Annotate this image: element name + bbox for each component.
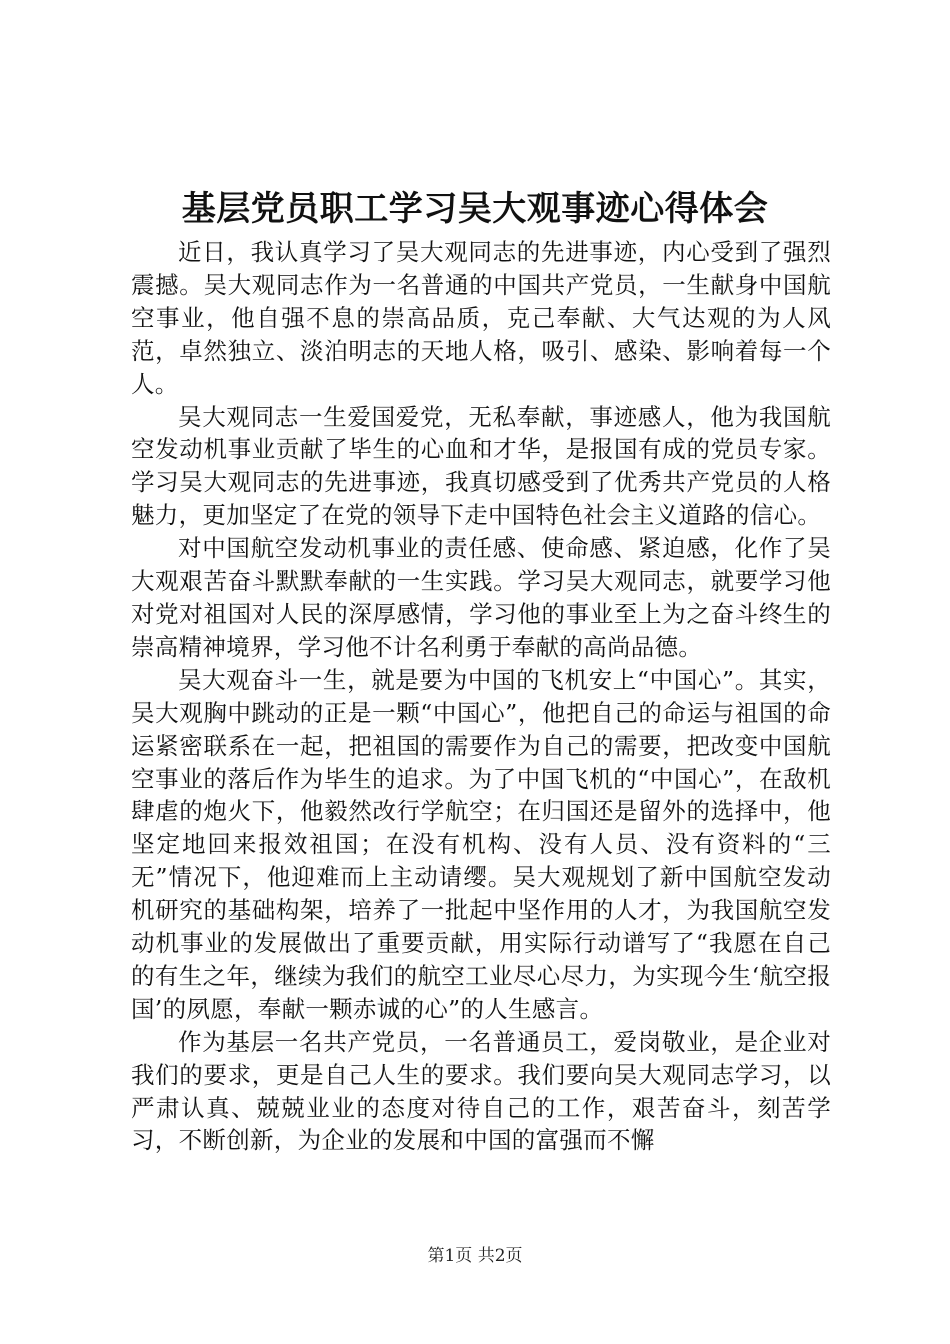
paragraph-5: 作为基层一名共产党员，一名普通员工，爱岗敬业，是企业对我们的要求，更是自己人生的要求。我们要向吴大观同志学习，以严肃认真、兢兢业业的态度对待自己的工作，艰苦奋斗，刻苦学习，不断创新，为企业的发展和中国的富强而不懈 (131, 1027, 831, 1155)
paragraph-1: 近日，我认真学习了吴大观同志的先进事迹，内心受到了强烈震撼。吴大观同志作为一名普通的中国共产党员，一生献身中国航空事业，他自强不息的崇高品质，克己奉献、大气达观的为人风范，卓然独立、淡泊明志的天地人格，吸引、感染、影响着每一个人。 (131, 238, 831, 398)
document-title: 基层党员职工学习吴大观事迹心得体会 (181, 189, 769, 229)
paragraph-2: 吴大观同志一生爱国爱党，无私奉献，事迹感人，他为我国航空发动机事业贡献了毕生的心血和才华，是报国有成的党员专家。学习吴大观同志的先进事迹，我真切感受到了优秀共产党员的人格魅力，更加坚定了在党的领导下走中国特色社会主义道路的信心。 (131, 402, 831, 530)
page-number-footer: 第1页 共2页 (427, 1246, 523, 1266)
paragraph-4: 吴大观奋斗一生，就是要为中国的飞机安上“中国心”。其实，吴大观胸中跳动的正是一颗“中国心”，他把自己的命运与祖国的命运紧密联系在一起，把祖国的需要作为自己的需要，把改变中国航空事业的落后作为毕生的追求。为了中国飞机的“中国心”，在敌机肆虐的炮火下，他毅然改行学航空；在归国还是留外的选择中，他坚定地回来报效祖国；在没有机构、没有人员、没有资料的“三无”情况下，他迎难而上主动请缨。吴大观规划了新中国航空发动机研究的基础构架，培养了一批起中坚作用的人才，为我国航空发动机事业的发展做出了重要贡献，用实际行动谱写了“我愿在自己的有生之年，继续为我们的航空工业尽心尽力，为实现今生‘航空报国’的夙愿，奉献一颗赤诚的心”的人生感言。 (131, 665, 831, 1023)
document-body (131, 236, 831, 1157)
paragraph-3: 对中国航空发动机事业的责任感、使命感、紧迫感，化作了吴大观艰苦奋斗默默奉献的一生实践。学习吴大观同志，就要学习他对党对祖国对人民的深厚感情，学习他的事业至上为之奋斗终生的崇高精神境界，学习他不计名利勇于奉献的高尚品德。 (131, 534, 831, 661)
